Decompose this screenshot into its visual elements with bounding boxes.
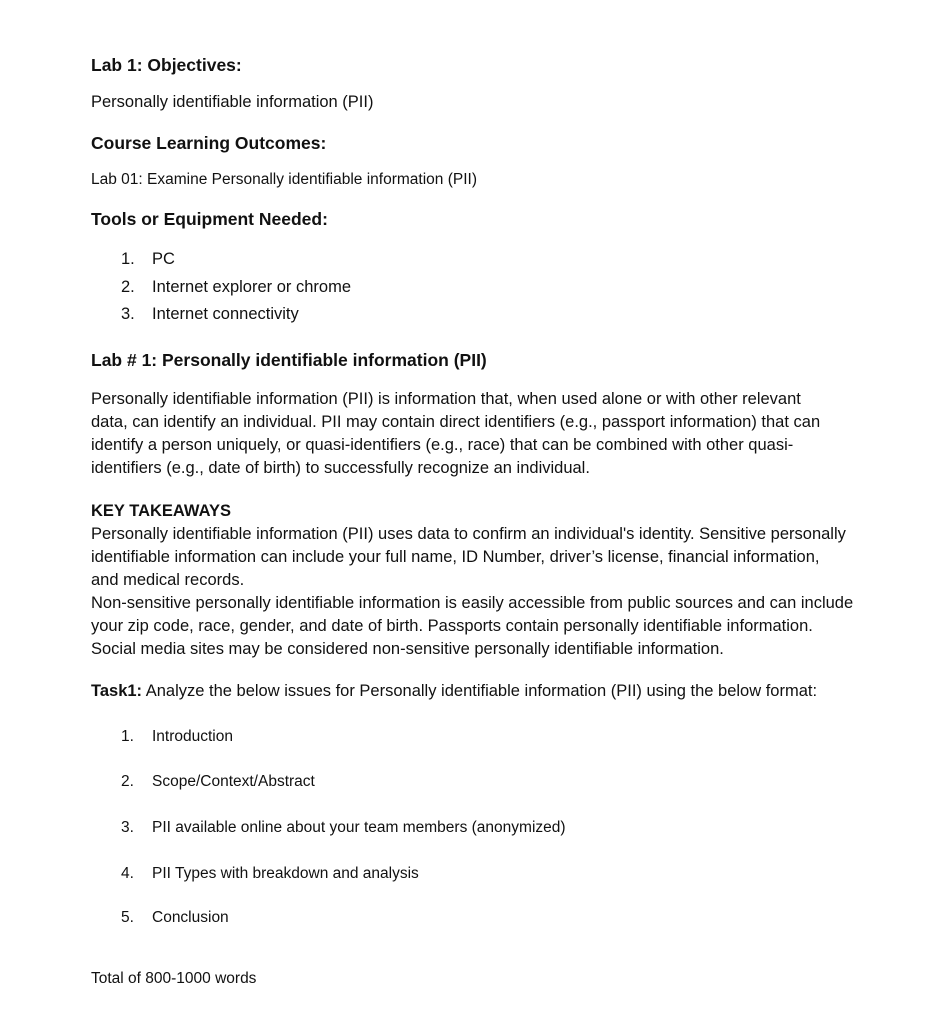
takeaways-line: your zip code, race, gender, and date of birth. Passports contain personally identifiable information. xyxy=(91,617,813,635)
takeaways-line: Non-sensitive personally identifiable information is easily accessible from public sources and can include xyxy=(91,594,854,612)
list-label: Conclusion xyxy=(152,909,229,926)
task-list-item xyxy=(121,728,233,746)
takeaways-line: and medical records. xyxy=(91,571,245,589)
paragraph-line: data, can identify an individual. PII may contain direct identifiers (e.g., passport information) that can xyxy=(91,413,821,431)
task-list-item xyxy=(121,909,229,927)
task-list-item xyxy=(121,865,419,883)
takeaways-line: Social media sites may be considered non-sensitive personally identifiable information. xyxy=(91,640,724,658)
outcomes-text: Lab 01: Examine Personally identifiable information (PII) xyxy=(91,171,477,188)
tools-list-item xyxy=(121,305,299,324)
paragraph-line: identifiers (e.g., date of birth) to successfully recognize an individual. xyxy=(91,459,590,477)
list-number: 3. xyxy=(121,305,135,323)
task-line xyxy=(91,682,817,701)
list-label: Internet explorer or chrome xyxy=(152,278,352,296)
lab-heading: Lab # 1: Personally identifiable information (PII) xyxy=(91,350,487,370)
word-count-note: Total of 800-1000 words xyxy=(91,970,257,987)
paragraph-line: identify a person uniquely, or quasi-identifiers (e.g., race) that can be combined with other quasi- xyxy=(91,436,794,454)
objectives-text: Personally identifiable information (PII) xyxy=(91,93,374,111)
tools-heading: Tools or Equipment Needed: xyxy=(91,209,328,229)
task-list-item xyxy=(121,819,566,837)
takeaways-line: Personally identifiable information (PII) uses data to confirm an individual's identity. Sensitive personally xyxy=(91,525,846,543)
list-label: PII Types with breakdown and analysis xyxy=(152,865,419,882)
list-number: 1. xyxy=(121,728,134,745)
lab-paragraph xyxy=(91,388,891,480)
list-number: 4. xyxy=(121,865,134,882)
list-number: 2. xyxy=(121,278,135,296)
task-text: Analyze the below issues for Personally identifiable information (PII) using the below format: xyxy=(142,682,818,700)
list-number: 5. xyxy=(121,909,134,926)
list-label: PC xyxy=(152,250,175,268)
objectives-heading: Lab 1: Objectives: xyxy=(91,55,242,75)
outcomes-heading: Course Learning Outcomes: xyxy=(91,133,327,153)
list-label: Internet connectivity xyxy=(152,305,299,323)
tools-list-item xyxy=(121,250,175,269)
paragraph-line: Personally identifiable information (PII) is information that, when used alone or with other relevant xyxy=(91,390,801,408)
list-label: Introduction xyxy=(152,728,233,745)
list-number: 1. xyxy=(121,250,135,268)
list-label: PII available online about your team members (anonymized) xyxy=(152,819,566,836)
tools-list-item xyxy=(121,278,351,297)
list-number: 3. xyxy=(121,819,134,836)
list-number: 2. xyxy=(121,773,134,790)
list-label: Scope/Context/Abstract xyxy=(152,773,315,790)
takeaways-heading: KEY TAKEAWAYS xyxy=(91,502,231,520)
takeaways-line: identifiable information can include your full name, ID Number, driver’s license, financial information, xyxy=(91,548,820,566)
task-list-item xyxy=(121,773,315,791)
takeaways-section xyxy=(91,500,891,661)
task-label: Task1: xyxy=(91,682,143,700)
